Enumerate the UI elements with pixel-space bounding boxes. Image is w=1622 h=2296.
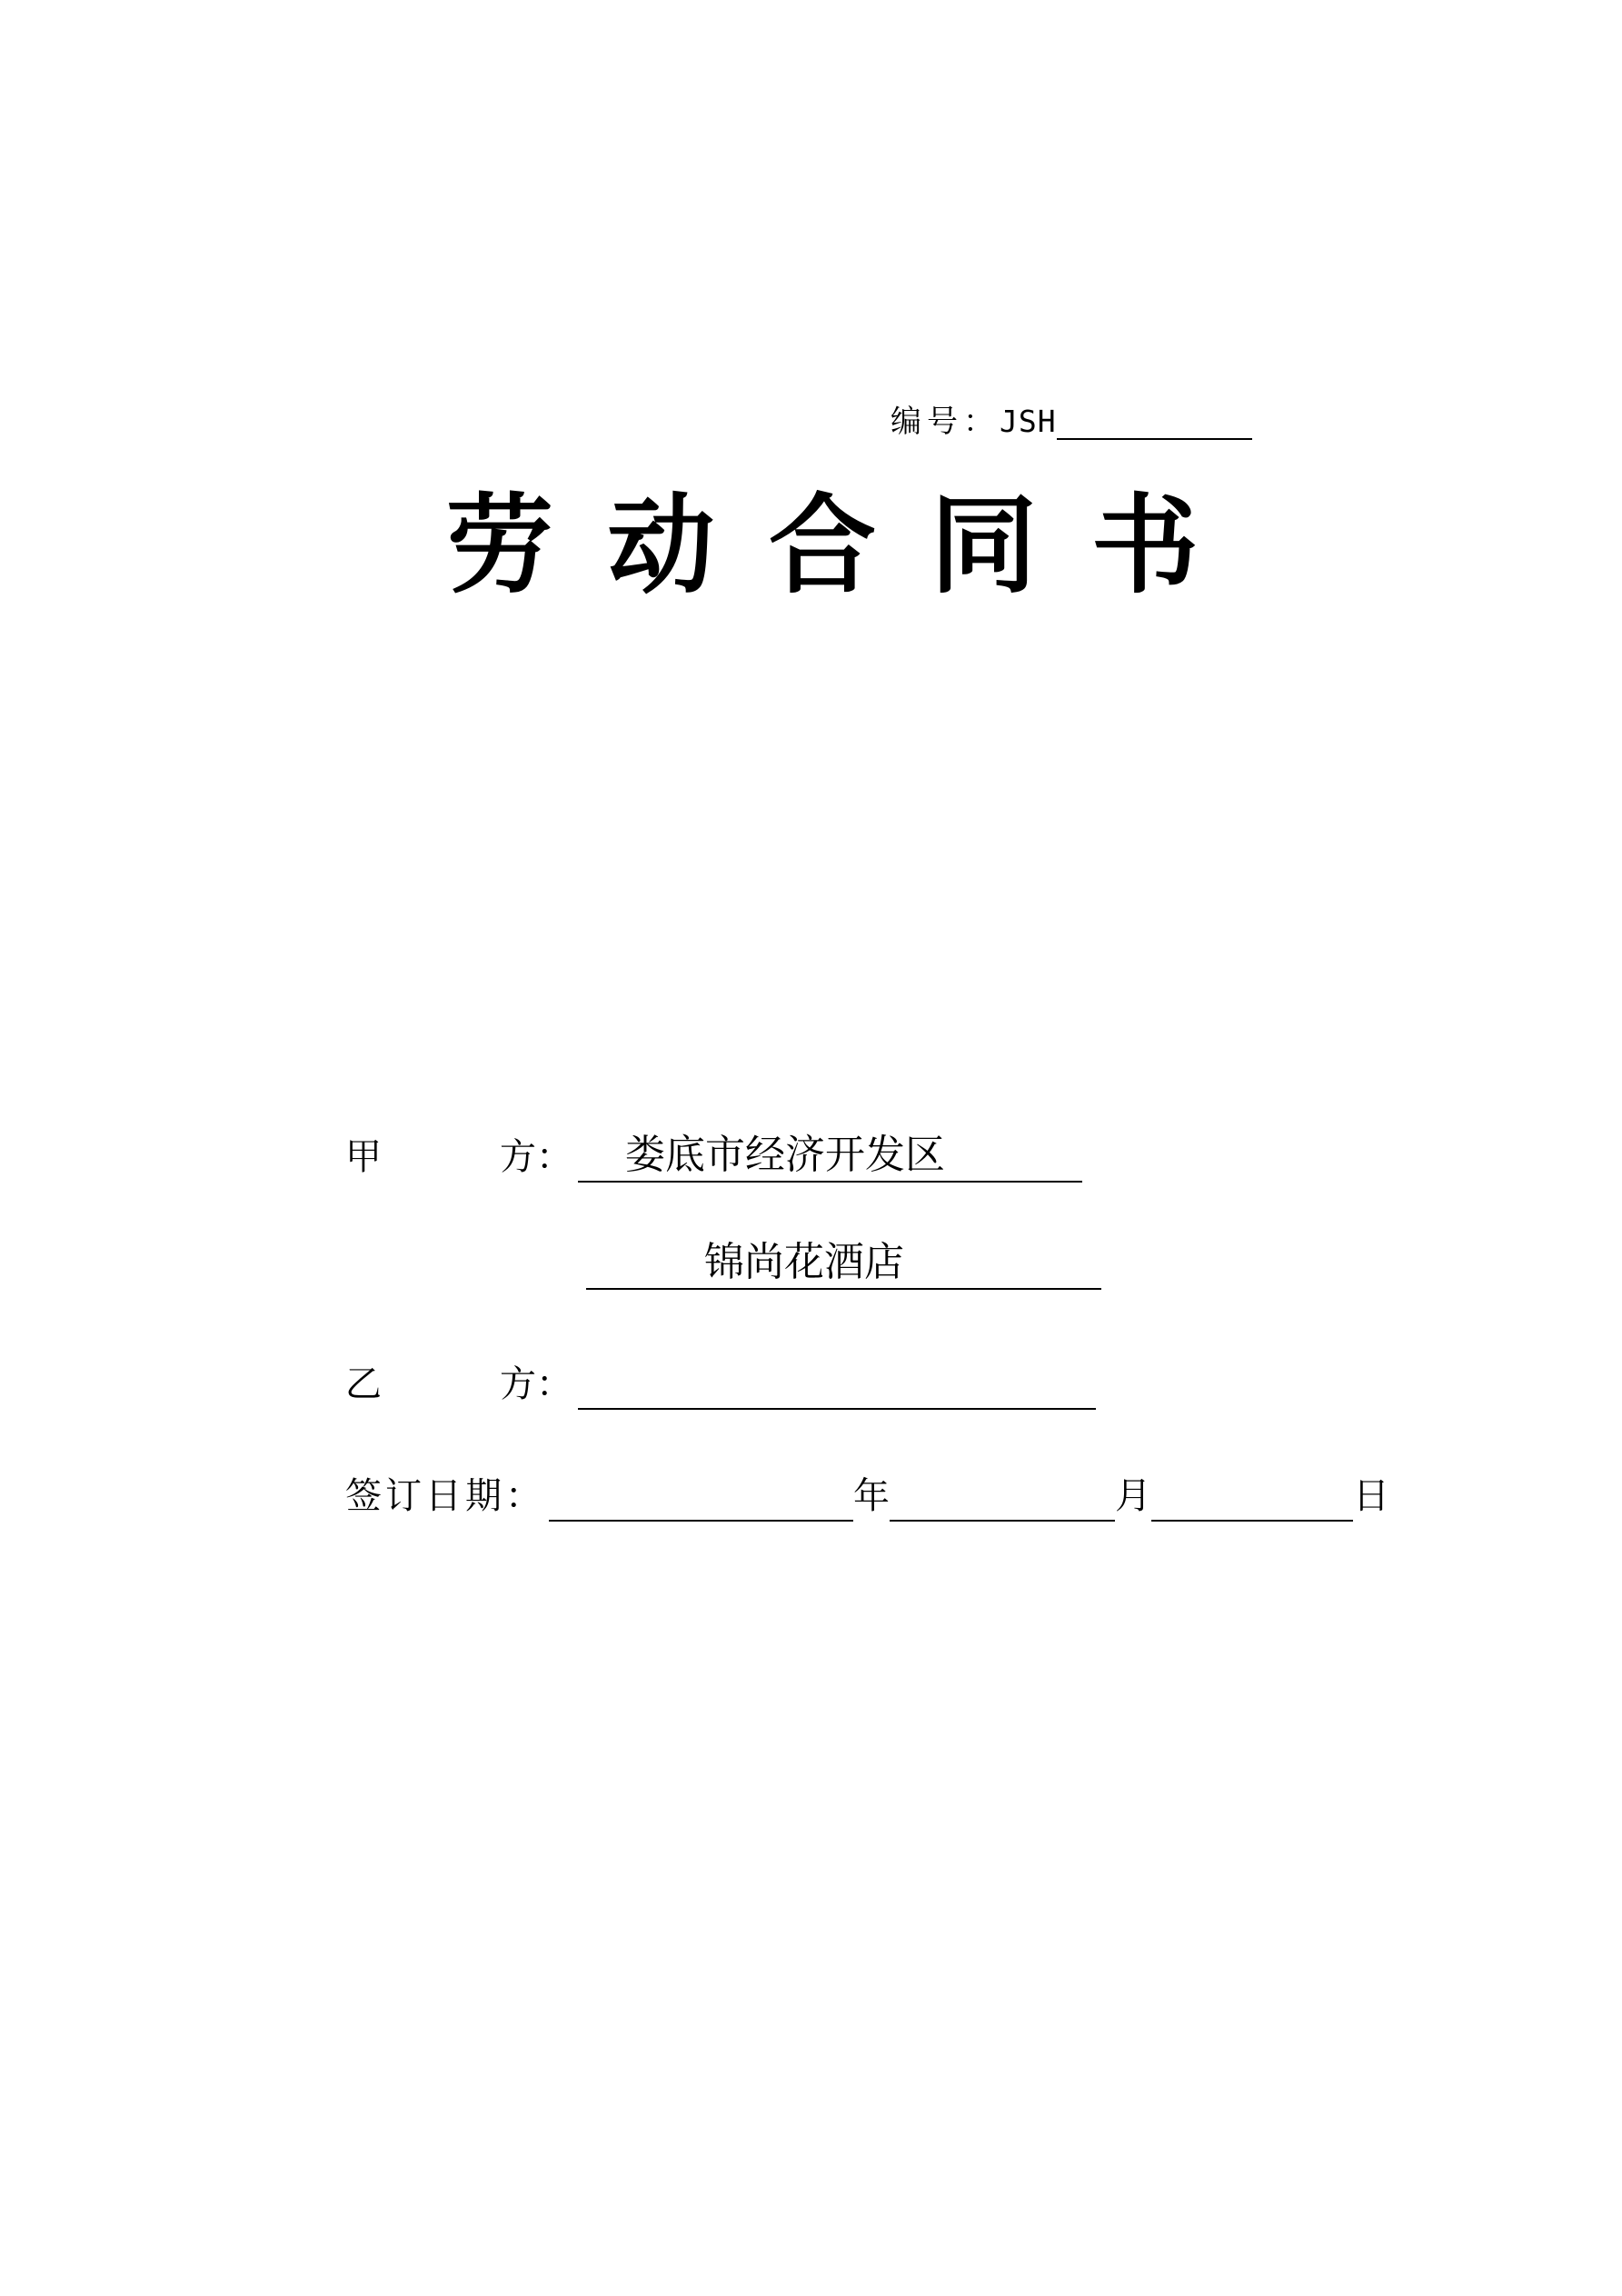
contract-number-label: 编号： xyxy=(891,404,1000,440)
party-a-field-line2 xyxy=(586,1241,1101,1290)
contract-number-blank xyxy=(1057,402,1252,440)
party-a-name-line1: 娄底市经济开发区 xyxy=(625,1132,945,1178)
title-char: 动 xyxy=(607,482,715,608)
sign-date-day-blank xyxy=(1151,1472,1353,1522)
party-b-label-first: 乙 xyxy=(345,1363,382,1405)
sign-date-year-blank xyxy=(549,1472,853,1522)
party-a-label-second: 方： xyxy=(500,1136,572,1178)
sign-date-month-blank xyxy=(890,1472,1115,1522)
contract-number xyxy=(891,400,1252,444)
party-a-label-first: 甲 xyxy=(345,1136,382,1178)
title-char: 劳 xyxy=(445,482,553,608)
sign-date-label: 签订日期： xyxy=(345,1475,545,1517)
party-b-field xyxy=(578,1361,1096,1410)
sign-date-day-label: 日 xyxy=(1353,1475,1389,1517)
sign-date-year-label: 年 xyxy=(853,1475,890,1517)
sign-date-month-label: 月 xyxy=(1115,1475,1151,1517)
title-char: 合 xyxy=(768,482,876,608)
party-a-field-line1 xyxy=(578,1133,1082,1183)
party-a-row xyxy=(345,1132,1082,1183)
sign-date-row xyxy=(345,1471,1389,1522)
party-b-label-second: 方： xyxy=(500,1363,572,1405)
party-b-row xyxy=(345,1359,1096,1410)
party-a-row-2 xyxy=(586,1241,1101,1292)
title-char: 书 xyxy=(1090,482,1199,608)
party-a-name-line2: 锦尚花酒店 xyxy=(704,1239,904,1285)
page-title xyxy=(436,482,1209,609)
title-char: 同 xyxy=(930,482,1038,608)
contract-number-prefix: JSH xyxy=(1000,404,1057,439)
